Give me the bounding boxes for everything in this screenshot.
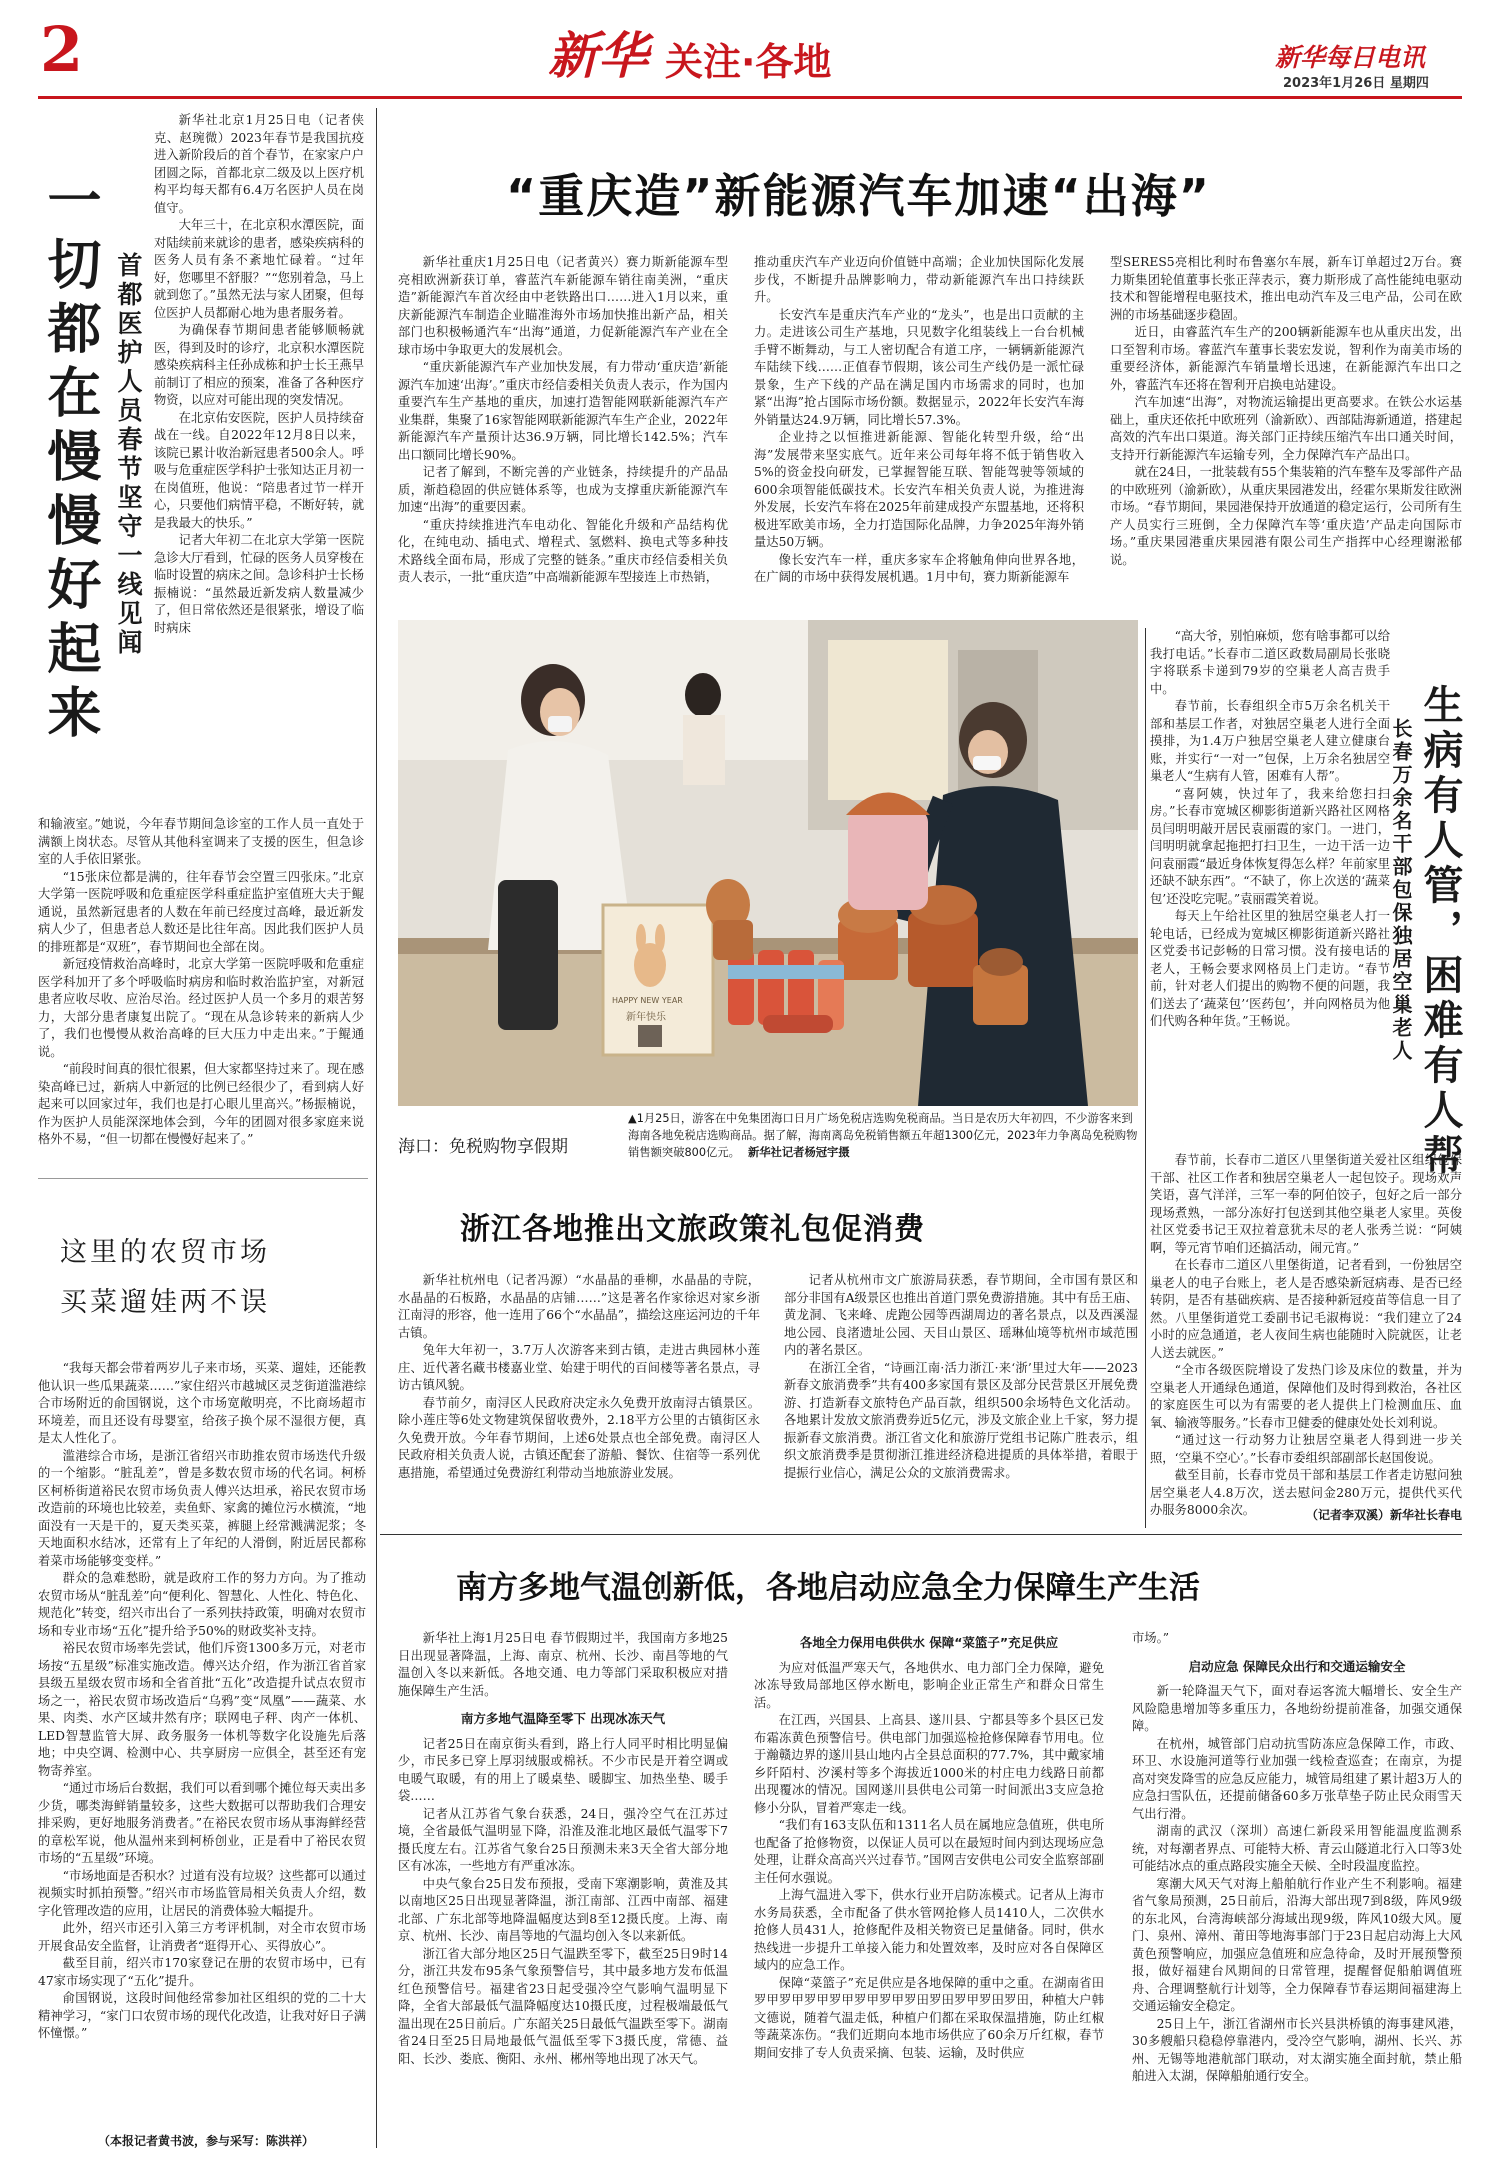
chongqing-c1-p4: “重庆持续推进汽车电动化、智能化升级和产品结构优化，在纯电动、插电式、增程式、氢燃料、换电式等多种技术路线全面布局，形成了完整的链条。”重庆市经信委相关负责人表示，一批“重庆造”中高端新能源车型接连上市热销，	[398, 517, 728, 584]
south-s3-p4: 寒潮大风天气对海上船舶航行作业产生不利影响。福建省气象局预测，25日前后，沿海大部出现7到8级，阵风9级的东北风，台湾海峡部分海域出现9级，阵风10级大风。厦门、泉州、漳州、莆田等地海事部门于23日起启动海上大风黄色预警响应，加强应急值班和应急待命，及时开展预警预报，做好福建台风期间的日常管理，提醒督促船舶调值班舟、合理调整航行计划等，全力保障春节春运期间福建海上交通运输安全稳定。	[1132, 1876, 1462, 2013]
zhejiang-c1-p3: 春节前夕，南浔区人民政府决定永久免费开放南浔古镇景区。除小莲庄等6处文物建筑保留收费外，2.18平方公里的古镇街区永久免费开放。今年春节期间，上述6处景点也全部免费。南浔区人民政府相关负责人说，古镇还配套了游船、餐饮、住宿等一系列优惠措施，希望通过免费游红利带动当地旅游业发展。	[398, 1395, 760, 1480]
changchun-subhead: 长春万余名干部包保独居空巢老人	[1389, 718, 1413, 1063]
changchun-headline: 生病有人管，困难有人帮	[1417, 684, 1463, 1179]
beijing-p2: 大年三十，在北京积水潭医院，面对陆续前来就诊的患者，感染疾病科的医务人员有条不紊地忙碌着。“过年好，您哪里不舒服？”“您别着急，马上就到您了。”虽然无法与家人团聚，但每位医护人员都耐心地为患者服务着。	[154, 218, 364, 320]
south-intro: 新华社上海1月25日电 春节假期过半，我国南方多地25日出现显著降温，上海、南京、杭州、长沙、南昌等地的气温创入冬以来新低。各地交通、电力等部门采取积极应对措施保障生产生活。	[398, 1631, 728, 1698]
beijing-p6: 和输液室。”她说，今年春节期间急诊室的工作人员一直处于满额上岗状态。尽管从其他科室调来了支援的医生，但急诊室的人手依旧紧张。	[38, 817, 364, 866]
beijing-p3: 为确保春节期间患者能够顺畅就医，得到及时的诊疗，北京积水潭医院感染疾病科主任孙成栋和护士长王燕早前制订了相应的预案，准备了各种医疗物资，以应对可能出现的突发情况。	[154, 323, 364, 407]
story-changchun	[1150, 628, 1462, 1528]
market-p6: “市场地面是否积水？过道有没有垃圾？这些都可以通过视频实时抓拍预警。”绍兴市市场监管局相关负责人介绍，数字化管理改造的应用，让居民的消费体验大幅提升。	[38, 1868, 366, 1918]
south-s2-p1: 为应对低温严寒天气，各地供水、电力部门全力保障，避免冰冻导致局部地区停水断电，影响企业正常生产和群众日常生活。	[754, 1660, 1104, 1710]
chongqing-c2-p2: 长安汽车是重庆汽车产业的“龙头”，也是出口贡献的主力。走进该公司生产基地，只见数字化组装线上一台台机械手臂不断舞动，与工人密切配合有道工序，一辆辆新能源汽车陆续下线……正值春节假期，该公司生产线仍是一派忙碌景象，生产下线的产品在满足国内市场需求的同时，也加紧“出海”抢占国际市场份额。数据显示，2022年长安汽车海外销量达24.9万辆，同比增长57.3%。	[754, 307, 1084, 427]
south-top-rule	[380, 1534, 1462, 1535]
market-p7: 此外，绍兴市还引入第三方考评机制，对全市农贸市场开展食品安全监督，让消费者“逛得开心、买得放心”。	[38, 1921, 366, 1953]
chongqing-headline: “重庆造”新能源汽车加速“出海”	[506, 169, 1211, 223]
changchun-p5: 春节前，长春市二道区八里堡街道关爱社区组织包保干部、社区工作者和独居空巢老人一起包饺子。现场欢声笑语，喜气洋洋，三军一奉的阿伯饺子，包好之后一部分现场煮熟，一部分冻好打包送到其他空巢老人家里。英俊社区党委书记王双拉着意犹未尽的老人张秀兰说：“阿姨啊，等元宵节咱们还搞活动，闹元宵。”	[1150, 1153, 1462, 1255]
changchun-p8: “通过这一行动努力让独居空巢老人得到进一步关照，‘空巢不空心’。”长春市委组织部副部长赵国俊说。	[1150, 1433, 1462, 1465]
changchun-p7: “全市各级医院增设了发热门诊及床位的数量，并为空巢老人开通绿色通道，保障他们及时得到救治，各社区的家庭医生可以为有需要的老人提供上门检测血压、血氧、输液等服务。”长春市卫健委的健康处处长刘利说。	[1150, 1363, 1462, 1430]
changchun-p4: 每天上午给社区里的独居空巢老人打一轮电话，已经成为宽城区柳影街道新兴路社区党委书记彭畅的日常习惯。没有接电话的老人，王畅会要求网格员上门走访。“春节前，针对老人们提出的购物不便的问题，我们送去了‘蔬菜包’‘医药包’，并向网格员为他们代购各种年货。”王畅说。	[1150, 909, 1390, 1028]
zhejiang-c2-p1: 记者从杭州市文广旅游局获悉，春节期间，全市国有景区和部分非国有A级景区也推出首道门票免费游措施。其中有岳王庙、黄龙洞、飞来峰、虎跑公园等西湖周边的著名景点，以及西溪湿地公园、良渚遗址公园、天目山景区、瑶琳仙境等杭州市域范围内的著名景区。	[784, 1273, 1138, 1357]
market-body	[38, 1360, 366, 2128]
sign-happy-new-year: HAPPY NEW YEAR	[612, 996, 683, 1005]
south-col1	[398, 1630, 728, 2150]
market-p8: 截至目前，绍兴市170家登记在册的农贸市场中，已有47家市场实现了“五化”提升。	[38, 1956, 366, 1988]
beijing-subhead: 首都医护人员春节坚守一线见闻	[114, 252, 143, 658]
chongqing-c2-p4: 像长安汽车一样，重庆多家车企将触角伸向世界各地，在广阔的市场中获得发展机遇。1月中旬，赛力斯新能源车	[754, 552, 1084, 584]
changchun-top-narrow	[1150, 628, 1390, 1148]
zhejiang-c1-p2: 兔年大年初一，3.7万人次游客来到古镇，走进古典园林小莲庄、近代著名藏书楼嘉业堂、始建于明代的百间楼等著名景点，寻访古镇风貌。	[398, 1343, 760, 1392]
changchun-p9: 截至目前，长春市党员干部和基层工作者走访慰问独居空巢老人4.8万次，送去慰问金280万元，提供代买代办服务8000余次。	[1150, 1468, 1462, 1517]
section-title: 关注·各地	[665, 40, 832, 84]
sign-xinnian-kuaile: 新年快乐	[626, 1012, 666, 1023]
south-sub2: 各地全力保用电供供水 保障“菜篮子”充足供应	[799, 1635, 1059, 1650]
changchun-byline: （记者李双溪）新华社长春电	[1305, 1508, 1462, 1522]
beijing-headline: 一切都在慢慢好起来	[39, 172, 102, 748]
chongqing-c2-p1: 推动重庆汽车产业迈向价值链中高端；企业加快国际化发展步伐，不断提升品牌影响力，带动新能源汽车出口持续跃升。	[754, 255, 1084, 304]
issue-date: 2023年1月26日 星期四	[1283, 76, 1429, 91]
page-number: 2	[40, 13, 84, 86]
market-headline-2: 买菜遛娃两不误	[60, 1287, 270, 1318]
photo-caption	[628, 1110, 1138, 1161]
market-headline-1: 这里的农贸市场	[60, 1237, 270, 1268]
beijing-p7: “15张床位都是满的，往年春节会空置三四张床。”北京大学第一医院呼吸和危重症医学科重症监护室值班大夫于鲲通说，虽然新冠患者的人数在年前已经度过高峰，最近新发病人少了，但患者总人数还是比往年高。因此我们医护人员的排班都是“双班”，春节期间也全部在岗。	[38, 869, 364, 954]
market-p9: 俞国钢说，这段时间他经常参加社区组织的党的二十大精神学习，“家门口农贸市场的现代化改造，让我对好日子满怀憧憬。”	[38, 1991, 366, 2040]
changchun-p3: “喜阿姨，快过年了，我来给您扫扫房。”长春市宽城区柳影街道新兴路社区网格员闫明明敲开居民袁丽霞的家门。一进门，闫明明就拿起拖把打扫卫生，一边干活一边问袁丽霞“最近身体恢复得怎么样？年前家里还缺不缺东西”。“不缺了，你上次送的‘蔬菜包’还没吃完呢。”袁丽霞笑着说。	[1150, 786, 1390, 906]
changchun-p1: “高大爷，别怕麻烦，您有啥事都可以给我打电话。”长春市二道区政数局副局长张晓宇将联系卡递到79岁的空巢老人高吉贵手中。	[1150, 629, 1390, 696]
south-s3-p1: 新一轮降温天气下，面对春运客流大幅增长、安全生产风险隐患增加等多重压力，各地纷纷提前准备，加强交通保障。	[1132, 1684, 1462, 1733]
left-column-divider	[376, 108, 377, 2148]
south-s1-p2: 记者从江苏省气象台获悉，24日，强冷空气在江苏过境，全省最低气温明显下降，沿淮及淮北地区最低气温零下7摄氏度左右。江苏省气象台25日预测未来3天全省大部分地区有冰冻，一些地方有严重冰冻。	[398, 1806, 728, 1873]
south-s3-p5: 25日上午，浙江省湖州市长兴县洪桥镇的海事建风港，30多艘船只稳稳停靠港内，受冷空气影响，湖州、长兴、苏州、无锡等地港航部门联动，对太湖实施全面封航，禁止船舶进入太湖，保障船舶通行安全。	[1132, 2016, 1462, 2083]
chongqing-c1-p2: “重庆新能源汽车产业加快发展，有力带动‘重庆造’新能源汽车加速‘出海’。”重庆市经信委相关负责人表示，作为国内重要汽车生产基地的重庆，加速打造智能网联新能源汽车产业集群，集聚了16家智能网联新能源汽车生产企业，2022年新能源汽车产量预计达36.9万辆，同比增长142.5%；汽车出口额同比增长90%。	[398, 360, 728, 462]
story-beijing	[38, 112, 366, 1172]
south-s3-top: 市场。”	[1132, 1631, 1170, 1645]
market-p5: “通过市场后台数据，我们可以看到哪个摊位每天卖出多少货，哪类海鲜销量较多，这些大数据可以帮助我们合理安排采购，更好地服务消费者。”在裕民农贸市场从事海鲜经营的章松军说，他从温州来到柯桥创业，正是看中了裕民农贸市场的“五星级”环境。	[38, 1781, 366, 1865]
masthead-rule	[38, 96, 1462, 99]
zhejiang-headline: 浙江各地推出文旅政策礼包促消费	[460, 1212, 925, 1247]
beijing-p8: 新冠疫情救治高峰时，北京大学第一医院呼吸和危重症医学科加开了多个呼吸临时病房和临时救治监护室，对新冠患者应收尽收、应治尽治。经过医护人员一个多月的艰苦努力，大部分患者康复出院了。“现在从急诊转来的新病人少了，我们也慢慢从救治高峰的巨大压力中走出来。”于鲲通说。	[38, 957, 364, 1059]
shopping-photo-illustration	[398, 620, 1138, 1106]
chongqing-col1	[398, 254, 728, 614]
chongqing-c1-p1: 新华社重庆1月25日电（记者黄兴）赛力斯新能源车型亮相欧洲新获订单，睿蓝汽车新能源车销往南美洲，“重庆造”新能源汽车首次经由中老铁路出口……进入1月以来，重庆新能源汽车制造企业瞄准海外市场加快推出新产品，相关部门也积极畅通汽车“出海”通道，力促新能源汽车产业在全球市场中争取更大的发展机会。	[398, 255, 728, 357]
south-s3-p2: 在杭州，城管部门启动抗雪防冻应急保障工作，市政、环卫、水设施河道等行业加强一线检查巡查；在南京，为提高对突发降雪的应急反应能力，城管局组建了累计超3万人的应急扫雪队伍，还提前储备60多万张草垫子防止民众雨雪天气出行滑。	[1132, 1736, 1462, 1821]
photo-credit: 新华社记者杨冠宇摄	[747, 1146, 850, 1159]
south-s2-p3: “我们有163支队伍和1311名人员在属地应急值班，供电所也配备了抢修物资，以保证人员可以在最短时间内到达现场应急处理，让群众高高兴兴过春节。”国网吉安供电公司安全监察部副主任何水强说。	[754, 1818, 1104, 1885]
zhejiang-col2	[784, 1272, 1138, 1522]
market-p1: “我每天都会带着两岁儿子来市场，买菜、遛娃，还能教他认识一些瓜果蔬菜……”家住绍兴市越城区灵芝街道滥港综合市场附近的俞国钢说，这个市场宽敞明亮，不比商场超市环境差，而且还设有母婴室，给孩子换个尿不湿很方便，真是太人性化了。	[38, 1361, 366, 1445]
section-logo: 新华	[548, 26, 648, 85]
right-column-divider	[1145, 628, 1146, 1528]
beijing-p1: 新华社北京1月25日电（记者侠克、赵琬微）2023年春节是我国抗疫进入新阶段后的首个春节，在家家户户团圆之际，首都北京二级及以上医疗机构平均每天都有6.4万名医护人员在岗值守。	[154, 113, 364, 215]
story-market	[38, 1190, 368, 2150]
south-sub1: 南方多地气温降至零下 出现冰冻天气	[460, 1711, 666, 1726]
beijing-p4: 在北京佑安医院，医护人员持续奋战在一线。自2022年12月8日以来，该院已累计收治新冠患者500余人。呼吸与危重症医学科护士张知达正月初一在岗值班，他说：“陪患者过节一样开心，只要他们病情平稳，不断好转，就是我最大的快乐。”	[154, 410, 364, 530]
beijing-p9: “前段时间真的很忙很累，但大家都坚持过来了。现在感染高峰已过，新病人中新冠的比例已经很少了，看到病人好起来可以回家过年，我们也是打心眼儿里高兴。”杨振楠说，作为医护人员能深深地体会到，今年的团圆对很多家庭来说格外不易，“但一切都在慢慢好起来了。”	[38, 1062, 365, 1146]
south-col3	[1132, 1630, 1462, 2150]
beijing-p5: 记者大年初二在北京大学第一医院急诊大厅看到，忙碌的医务人员穿梭在临时设置的病床之间。急诊科护士长杨振楠说：“虽然最近新发病人数量减少了，但日常依然还是很紧张，增设了临时病床	[154, 533, 364, 635]
chongqing-col2	[754, 254, 1084, 614]
market-p3: 群众的急难愁盼，就是政府工作的努力方向。为了推动农贸市场从“脏乱差”向“便利化、智慧化、人性化、特色化、规范化”转变，绍兴市出台了一系列扶持政策，明确对农贸市场和专业市场“五化”提升给予50%的财政奖补支持。	[38, 1571, 366, 1638]
zhejiang-col1	[398, 1272, 760, 1522]
chongqing-col3	[1110, 254, 1462, 614]
south-sub3: 启动应急 保障民众出行和交通运输安全	[1188, 1658, 1406, 1674]
south-s1-p1: 记者25日在南京街头看到，路上行人同平时相比明显偏少，市民多已穿上厚羽绒服或棉袄。不少市民是开着空调或电暖气取暖，有的用上了暖桌垫、暖脚宝、加热坐垫、暖手袋……	[398, 1736, 728, 1803]
south-s1-p4: 浙江省大部分地区25日气温跌至零下，截至25日9时14分，浙江共发布95条气象预警信号，其中最多地方发布低温红色预警信号。福建省23日起受强冷空气影响气温明显下降，全省大部最低气温降幅度达10摄氏度，过程极端最低气温出现在25日前后。广东韶关25日最低气温跌至零下。湖南省24日至25日局地最低气温低至零下3摄氏度，常德、益阳、长沙、娄底、衡阳、永州、郴州等地出现了冰天气。	[398, 1946, 728, 2066]
masthead	[0, 0, 1500, 100]
photo-caption-text: ▲1月25日，游客在中免集团海口日月广场免税店选购免税商品。当日是农历大年初四，不少游客来到海南各地免税店选购商品。据了解，海南离岛免税销售额五年超1300亿元，2023年力争离岛免税购物销售额突破800亿元。	[628, 1112, 1138, 1159]
chongqing-c1-p3: 记者了解到，不断完善的产业链条，持续提升的产品品质，渐趋稳固的供应链体系等，也成为支撑重庆新能源汽车加速“出海”的重要因素。	[398, 465, 728, 514]
beijing-market-divider	[38, 1178, 368, 1179]
chongqing-c3-p4: 就在24日，一批装载有55个集装箱的汽车整车及零部件产品的中欧班列（渝新欧），从重庆果园港发出，经霍尔果斯发往欧洲市场。“春节期间，果园港保持开放通道的稳定运行，公司所有生产人员实行三班倒，全力保障汽车等‘重庆造’产品走向国际市场。”重庆果园港重庆果园港有限公司生产指挥中心经理谢淞郁说。	[1110, 465, 1462, 567]
beijing-wide-column	[38, 816, 364, 1172]
paper-logo: 新华每日电讯	[1275, 43, 1426, 72]
south-s2-p4: 上海气温进入零下，供水行业开启防冻模式。记者从上海市水务局获悉，全市配备了供水管网抢修人员1410人，二次供水抢修人员431人，抢修配件及相关物资已足量储备。同时，供水热线进一步提升工单接入能力和处置效率，及时应对各自保障区域内的应急工作。	[754, 1888, 1104, 1972]
zhejiang-c2-p2: 在浙江全省，“诗画江南·活力浙江·来‘浙’里过大年——2023新春文旅消费季”共有400多家国有景区及部分民营景区开展免费游、打造新春文旅特色产品百款，组织500余场特色文化活动。各地累计发放文旅消费券近5亿元，涉及文旅企业上千家，努力提振新春文旅消费。浙江省文化和旅游厅党组书记陈广胜表示，组织文旅消费季是贯彻浙江推进经济稳进提质的具体举措，着眼于提振行业信心，满足公众的文旅消费需求。	[784, 1360, 1138, 1480]
market-p2: 滥港综合市场，是浙江省绍兴市助推农贸市场迭代升级的一个缩影。“脏乱差”，曾是多数农贸市场的代名词。柯桥区柯桥街道裕民农贸市场负责人傅兴达坦承，裕民农贸市场改造前的环境也比较差，卖鱼虾、家禽的摊位污水横流，“地面没有一天是干的，夏天类买菜，裤腿上经常溅满泥浆；冬天地面积水结冰，还常有上了年纪的人滑倒，附近居民都称着菜市场能够变变样。”	[38, 1448, 366, 1568]
south-s3-p3: 湖南的武汉（深圳）高速仁新段采用智能温度监测系统，对每潮者界点、可能特大桥、青云山隧道北行入口等3处可能结冰点的重点路段实施全天候、全时段温度监控。	[1132, 1824, 1462, 1873]
changchun-p2: 春节前，长春组织全市5万余名机关干部和基层工作者，对独居空巢老人进行全面摸排，为1.4万户独居空巢老人建立健康台账，并实行“一对一”包保，上万余名独居空巢老人“生病有人管，困难有人帮”。	[1150, 699, 1390, 783]
chongqing-c3-p2: 近日，由睿蓝汽车生产的200辆新能源车也从重庆出发，出口至智利市场。睿蓝汽车董事长裴宏发说，智利作为南美市场的重要经济体，新能源汽车销量增长迅速，在新能源汽车出口之外，睿蓝汽车还将在智利开启换电站建设。	[1110, 325, 1462, 392]
south-headline: 南方多地气温创新低，各地启动应急全力保障生产生活	[456, 1570, 1200, 1606]
photo-caption-title: 海口：免税购物享假期	[398, 1137, 568, 1157]
chongqing-c3-p1: 型SERES5亮相比利时布鲁塞尔车展，新车订单超过2万台。赛力斯集团轮值董事长张正萍表示，赛力斯形成了高性能纯电驱动技术和智能增程电驱技术，推出电动汽车及三电产品，公司在欧洲的市场基础逐步稳固。	[1110, 255, 1462, 322]
zhejiang-c1-p1: 新华社杭州电（记者冯源）“水晶晶的垂柳，水晶晶的寺院，水晶晶的石板路，水晶晶的店铺……”这是著名作家徐迟对家乡浙江南浔的形容，他一连用了66个“水晶晶”，描绘这座运河边的千年古镇。	[398, 1273, 760, 1340]
changchun-p6: 在长春市二道区八里堡街道，记者看到，一份独居空巢老人的电子台账上，老人是否感染新冠病毒、是否已经转阴，是否有基础疾病、是否接种新冠疫苗等信息一目了然。八里堡街道党工委副书记毛淑梅说：“我们建立了24小时的应急通道，老人夜间生病也能随时入院就医，让老人送去就医。”	[1150, 1258, 1462, 1360]
south-col2	[754, 1630, 1104, 2150]
news-photo	[398, 620, 1138, 1106]
beijing-narrow-column	[154, 112, 364, 814]
market-p4: 裕民农贸市场率先尝试，他们斥资1300多万元，对老市场按“五星级”标准实施改造。傅兴达介绍，作为浙江省首家县级五星级农贸市场和全省首批“五化”改造提升试点农贸市场之一，裕民农贸市场改造后“乌鸦”变“凤凰”——蔬菜、水果、肉类、水产区域井然有序；联网电子秤、肉产一体机、LED智慧监管大屏、政务服务一体机等数字化设施先后落地；中央空调、检测中心、共享厨房一应俱全，甚至还有宠物寄养室。	[38, 1641, 366, 1778]
market-byline: （本报记者黄书波，参与采写：陈洪祥）	[98, 2134, 315, 2148]
south-s2-p2: 在江西，兴国县、上高县、遂川县、宁都县等多个县区已发布霜冻黄色预警信号。供电部门加强巡检抢修保障春节用电。位于瀚赣边界的遂川县山地内占全县总面积的77.7%，其中戴家埔乡阡陌村、汐溪村等多个海拔近1000米的村庄电力线路日前都出现覆冰的情况。国网遂川县供电公司第一时间派出3支应急抢修小分队，冒着严寒走一线。	[754, 1713, 1104, 1815]
south-s1-p3: 中央气象台25日发布预报，受南下寒潮影响，黄淮及其以南地区25日出现显著降温，浙江南部、江西中南部、福建北部、广东北部等地降温幅度达到8至12摄氏度。上海、南京、杭州、长沙、南昌等地的气温均创入冬以来新低。	[398, 1876, 728, 1943]
chongqing-c2-p3: 企业持之以恒推进新能源、智能化转型升级，给“出海”发展带来坚实底气。近年来公司每年将不低于销售收入5%的资金投向研发，已掌握智能互联、智能驾驶等领域的600余项智能低碳技术。长安汽车相关负责人说，为推进海外发展，长安汽车将在2025年前建成投产东盟基地，还将积极进军欧美市场，全力打造国际化品牌，力争2025年海外销量达50万辆。	[754, 430, 1084, 549]
south-s2-p5: 保障“菜篮子”充足供应是各地保障的重中之重。在湖南省田罗甲罗甲罗甲罗甲罗甲罗甲罗田罗田罗甲罗田罗田，种植大户韩文德说，随着气温走低，种植户们都在采取保温措施，防止红椒等蔬菜冻伤。“我们近期向本地市场供应了60余万斤红椒，春节期间安排了专人负责采摘、包装、运输，及时供应	[754, 1975, 1104, 2060]
chongqing-c3-p3: 汽车加速“出海”，对物流运输提出更高要求。在铁公水运基础上，重庆还依托中欧班列（渝新欧）、西部陆海新通道，搭建起高效的汽车出口渠道。海关部门正持续压缩汽车出口通关时间，支持开行新能源汽车运输专列，全力保障汽车产品出口。	[1110, 395, 1462, 462]
